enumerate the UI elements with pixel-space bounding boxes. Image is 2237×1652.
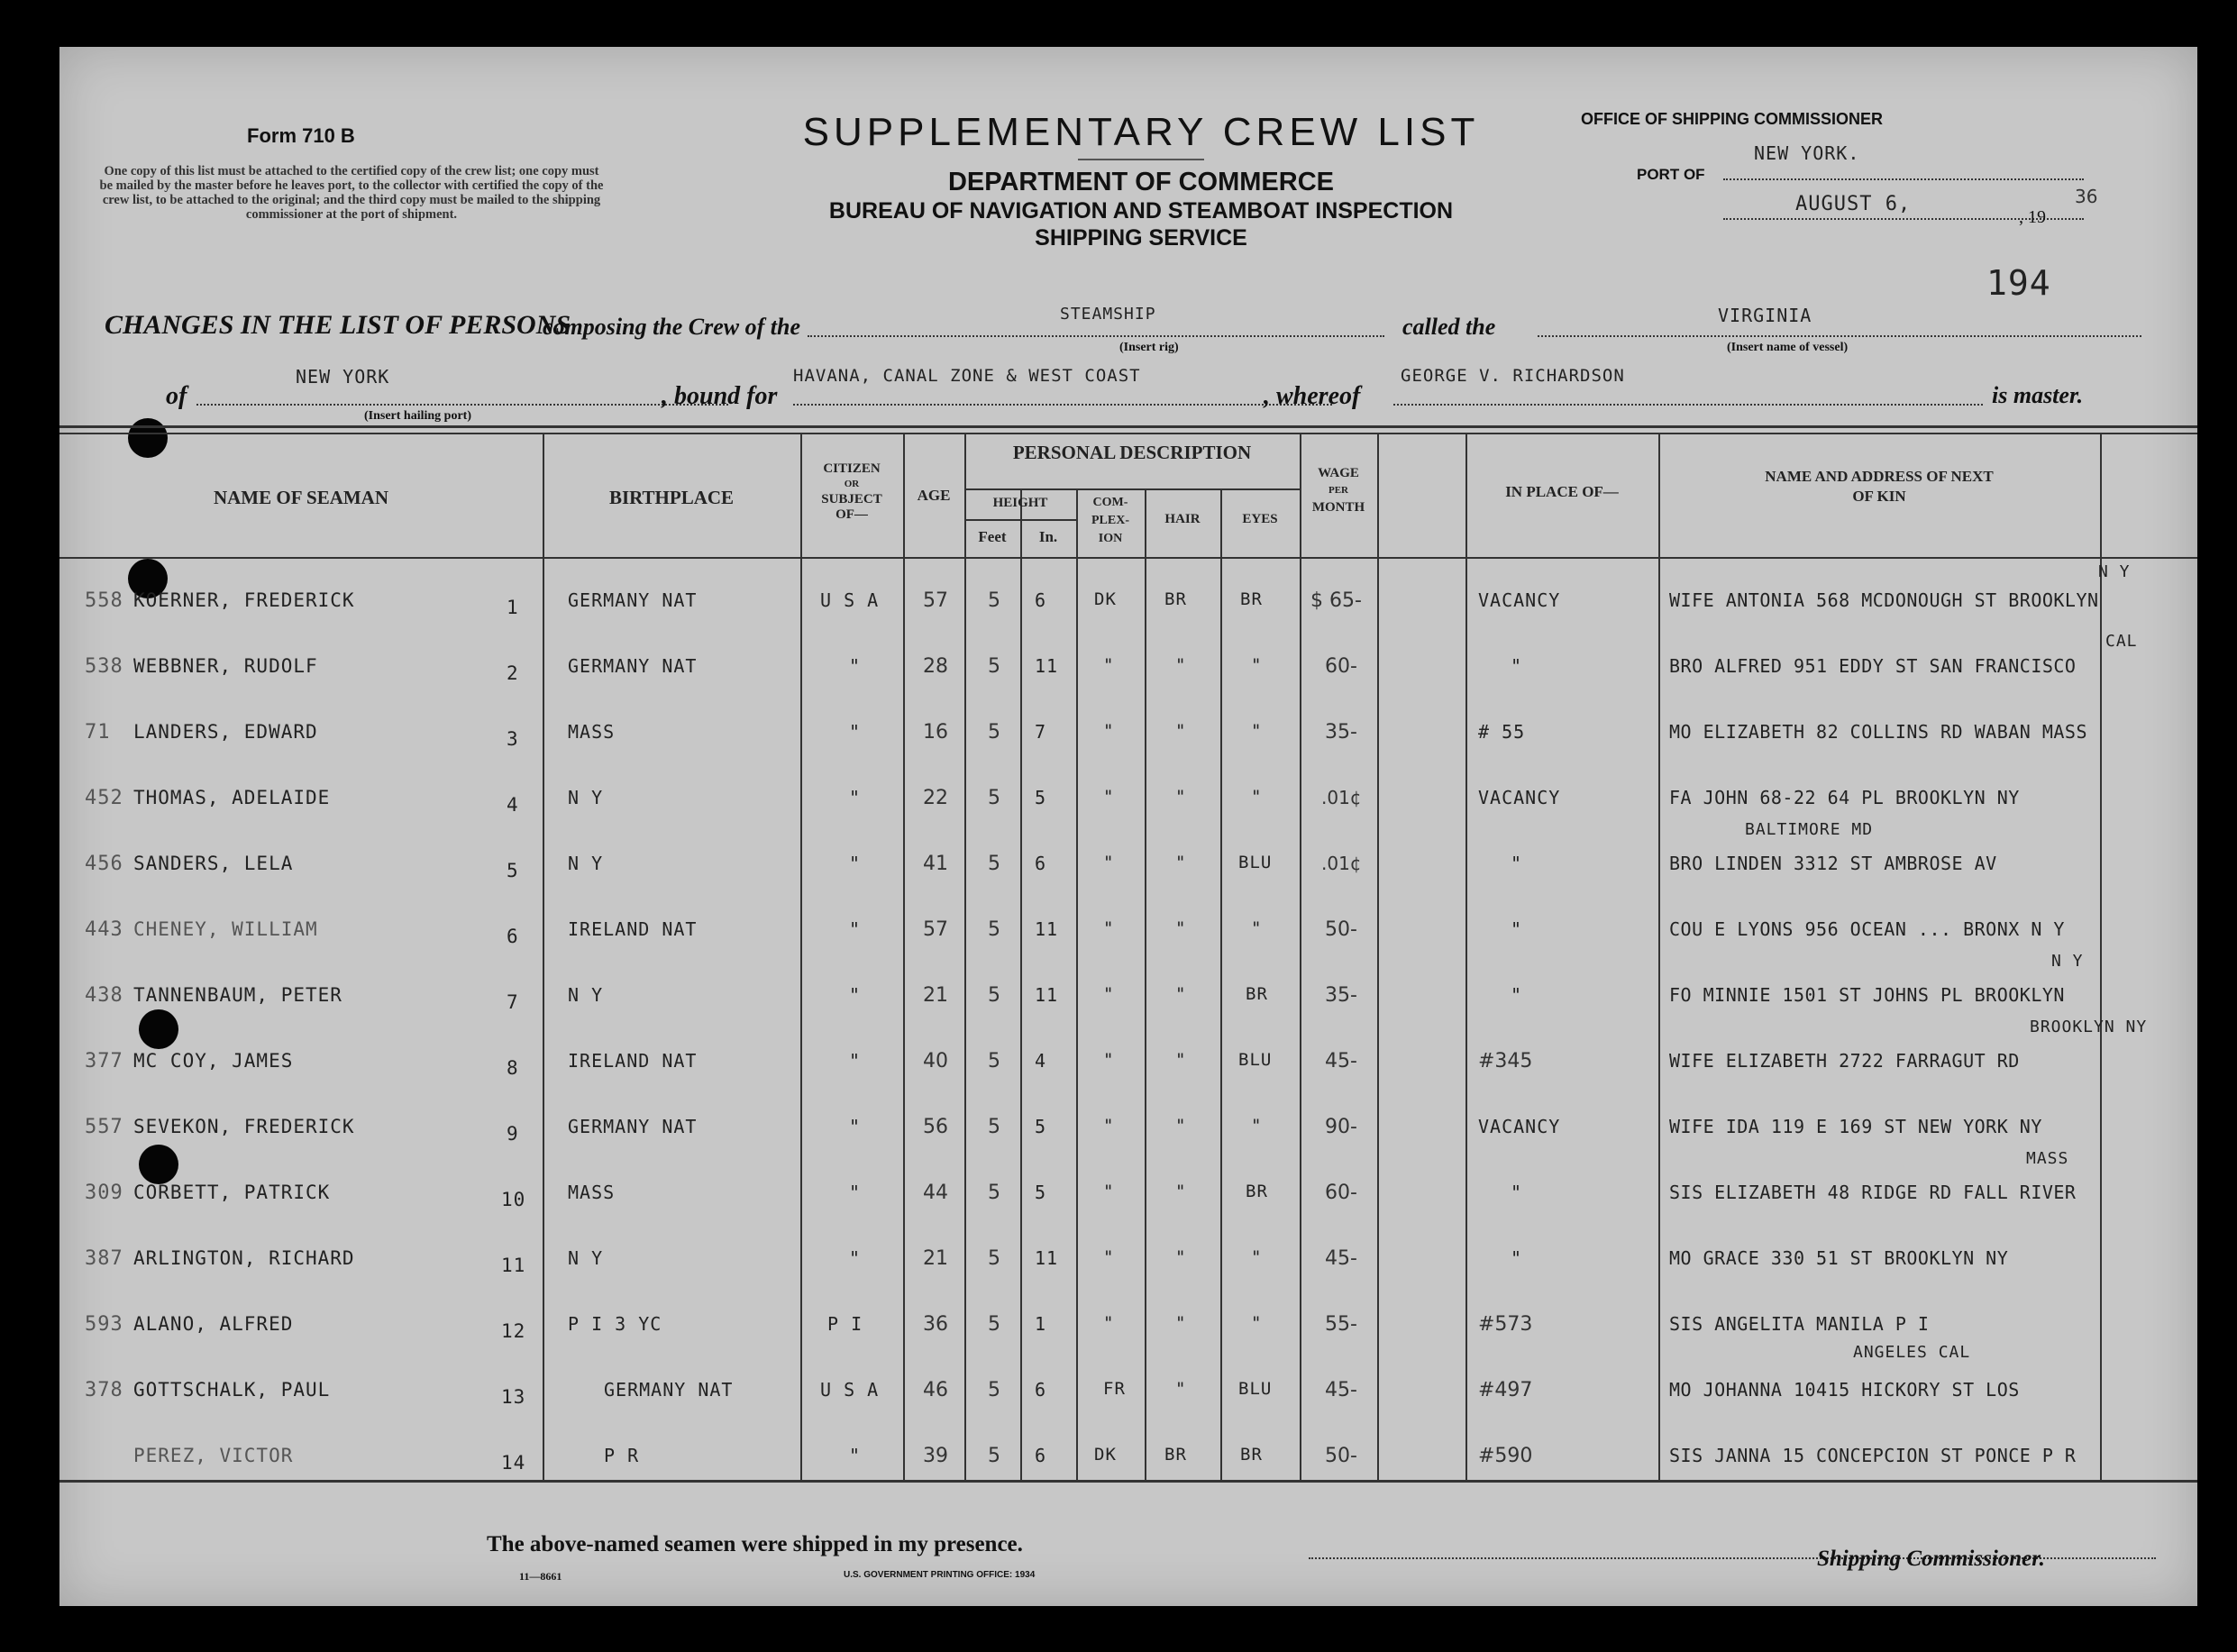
birthplace: GERMANY NAT [568, 1116, 698, 1137]
height-inches: 5 [1035, 1182, 1047, 1203]
margin-number: 443 [85, 918, 123, 941]
age: 21 [923, 1247, 948, 1270]
age: 36 [923, 1313, 948, 1336]
height-feet: 5 [988, 721, 1000, 744]
year-prefix: , 19 [2019, 207, 2046, 227]
height-inches: 5 [1035, 787, 1047, 808]
height-feet: 5 [988, 787, 1000, 809]
table-row [59, 820, 2197, 896]
margin-number: 71 [85, 721, 111, 744]
height-feet: 5 [988, 1313, 1000, 1336]
in-place-of: #497 [1478, 1379, 1533, 1401]
birthplace: IRELAND NAT [568, 918, 698, 940]
seaman-name: PEREZ, VICTOR [133, 1445, 294, 1466]
birthplace: N Y [568, 853, 604, 874]
eyes: BR [1240, 589, 1263, 609]
age: 22 [923, 787, 948, 809]
complexion: " [1103, 1247, 1115, 1267]
complexion: " [1103, 655, 1115, 675]
destination-value: HAVANA, CANAL ZONE & WEST COAST [793, 366, 1141, 386]
vessel-value: VIRGINIA [1718, 305, 1812, 326]
next-of-kin: FA JOHN 68-22 64 PL BROOKLYN NY [1669, 787, 2020, 808]
birthplace: MASS [568, 721, 616, 743]
row-number: 3 [507, 728, 519, 750]
in-place-of: VACANCY [1478, 1116, 1561, 1137]
in-place-of: #345 [1478, 1050, 1533, 1072]
margin-number: 557 [85, 1116, 123, 1138]
wage: 50- [1325, 1445, 1357, 1467]
form-code: 11—8661 [519, 1570, 562, 1583]
height-feet: 5 [988, 1116, 1000, 1138]
birthplace: N Y [568, 984, 604, 1006]
table-row [59, 1149, 2197, 1225]
height-inches: 11 [1035, 1247, 1059, 1269]
page-number: 194 [1986, 263, 2051, 303]
margin-number: 456 [85, 853, 123, 875]
seaman-name: MC COY, JAMES [133, 1050, 294, 1072]
seaman-name: SEVEKON, FREDERICK [133, 1116, 355, 1137]
year-suffix: 36 [2075, 186, 2098, 207]
citizenship: " [849, 918, 862, 940]
citizenship: " [849, 721, 862, 743]
eyes: " [1251, 721, 1263, 741]
age: 39 [923, 1445, 948, 1467]
seaman-name: TANNENBAUM, PETER [133, 984, 342, 1006]
header-birthplace: BIRTHPLACE [608, 487, 735, 508]
height-feet: 5 [988, 1182, 1000, 1204]
in-place-of: " [1511, 1182, 1523, 1203]
next-of-kin: WIFE ANTONIA 568 MCDONOUGH ST BROOKLYN [1669, 589, 2099, 611]
title-rule [1078, 159, 1204, 160]
next-of-kin: MO JOHANNA 10415 HICKORY ST LOS [1669, 1379, 2020, 1401]
margin-number: 438 [85, 984, 123, 1007]
seaman-name: THOMAS, ADELAIDE [133, 787, 331, 808]
rig-hint: (Insert rig) [1119, 341, 1179, 354]
next-of-kin: SIS ELIZABETH 48 RIDGE RD FALL RIVER [1669, 1182, 2077, 1203]
seaman-name: ALANO, ALFRED [133, 1313, 294, 1335]
height-inches: 6 [1035, 589, 1047, 611]
eyes: " [1251, 1313, 1263, 1333]
header-eyes: EYES [1242, 512, 1278, 526]
height-inches: 4 [1035, 1050, 1047, 1072]
hailing-port-value: NEW YORK [296, 366, 390, 388]
destination-line [793, 404, 1332, 406]
complexion: FR [1103, 1379, 1126, 1399]
row-number: 6 [507, 926, 519, 947]
complexion: " [1103, 1116, 1115, 1136]
rig-line [808, 335, 1384, 337]
table-header-rule [59, 557, 2197, 559]
next-of-kin: WIFE IDA 119 E 169 ST NEW YORK NY [1669, 1116, 2042, 1137]
punch-hole [128, 418, 168, 458]
composing-label: composing the Crew of the [543, 314, 801, 340]
table-top-rule-2 [59, 433, 2197, 434]
header-feet: Feet [978, 528, 1007, 545]
seaman-name: GOTTSCHALK, PAUL [133, 1379, 331, 1401]
service-heading: SHIPPING SERVICE [1035, 225, 1247, 251]
age: 21 [923, 984, 948, 1007]
complexion: " [1103, 721, 1115, 741]
table-row [59, 632, 2197, 698]
complexion: " [1103, 1313, 1115, 1333]
seaman-name: ARLINGTON, RICHARD [133, 1247, 355, 1269]
next-of-kin: MO GRACE 330 51 ST BROOKLYN NY [1669, 1247, 2009, 1269]
margin-number: 387 [85, 1247, 123, 1270]
next-of-kin: WIFE ELIZABETH 2722 FARRAGUT RD [1669, 1050, 2020, 1072]
citizenship: U S A [820, 589, 880, 611]
height-inches: 6 [1035, 1379, 1047, 1401]
next-of-kin-extra: MASS [2026, 1149, 2069, 1168]
height-feet: 5 [988, 1445, 1000, 1467]
height-feet: 5 [988, 1247, 1000, 1270]
margin-number: 378 [85, 1379, 123, 1401]
next-of-kin-extra: ANGELES CAL [1853, 1343, 1971, 1362]
eyes: " [1251, 787, 1263, 807]
header-citizen: CITIZEN OR SUBJECT OF— [821, 461, 882, 522]
seaman-name: LANDERS, EDWARD [133, 721, 318, 743]
hair: " [1175, 1379, 1187, 1399]
next-of-kin: BRO ALFRED 951 EDDY ST SAN FRANCISCO [1669, 655, 2077, 677]
next-of-kin: BRO LINDEN 3312 ST AMBROSE AV [1669, 853, 1997, 874]
height-feet: 5 [988, 918, 1000, 941]
hair: " [1175, 1116, 1187, 1136]
in-place-of: #573 [1478, 1313, 1533, 1336]
in-place-of: " [1511, 918, 1523, 940]
row-number: 11 [501, 1255, 526, 1276]
margin-number: 377 [85, 1050, 123, 1072]
port-value: NEW YORK. [1754, 142, 1860, 164]
next-of-kin-extra: BROOKLYN NY [2030, 1018, 2148, 1036]
hair: " [1175, 1313, 1187, 1333]
wage: $ 65- [1310, 589, 1362, 612]
hair: " [1175, 787, 1187, 807]
row-number: 13 [501, 1386, 526, 1408]
header-complexion: COM- PLEX- ION [1091, 496, 1129, 545]
wage: 60- [1325, 655, 1357, 678]
birthplace: IRELAND NAT [568, 1050, 698, 1072]
office-heading: OFFICE OF SHIPPING COMMISSIONER [1581, 110, 1884, 128]
in-place-of: " [1511, 655, 1523, 677]
birthplace: MASS [568, 1182, 616, 1203]
row-number: 12 [501, 1320, 526, 1342]
birthplace: P R [604, 1445, 640, 1466]
wage: 35- [1325, 721, 1357, 744]
citizenship: " [849, 1182, 862, 1203]
form-instructions: One copy of this list must be attached to the certified copy of the crew list; one copy must be mailed by the master before he leaves port, to the collector with certified the copy of the crew list, to be attached to the original; and the third copy must be mailed to the shipping commissioner at the port of shipment. [99, 164, 604, 222]
bureau-heading: BUREAU OF NAVIGATION AND STEAMBOAT INSPECTION [828, 198, 1454, 224]
row-number: 4 [507, 794, 519, 816]
header-age: AGE [917, 487, 951, 504]
age: 57 [923, 918, 948, 941]
header-name: NAME OF SEAMAN [213, 487, 389, 508]
eyes: BLU [1238, 853, 1273, 872]
document-title: SUPPLEMENTARY CREW LIST [802, 110, 1480, 154]
next-of-kin: SIS ANGELITA MANILA P I [1669, 1313, 1930, 1335]
row-number: 14 [501, 1452, 526, 1474]
row-number: 7 [507, 991, 519, 1013]
height-feet: 5 [988, 1050, 1000, 1072]
eyes: BR [1246, 1182, 1268, 1201]
birthplace: GERMANY NAT [568, 655, 698, 677]
citizenship: " [849, 1445, 862, 1466]
master-value: GEORGE V. RICHARDSON [1401, 366, 1625, 386]
header-next-of-kin: NAME AND ADDRESS OF NEXT OF KIN [1765, 468, 1994, 505]
hair: " [1175, 721, 1187, 741]
table-row [59, 899, 2197, 962]
next-of-kin-extra: CAL [2105, 632, 2138, 651]
margin-number: 558 [85, 589, 123, 612]
signature-label: Shipping Commissioner. [1817, 1547, 2045, 1571]
height-feet: 5 [988, 589, 1000, 612]
next-of-kin: COU E LYONS 956 OCEAN ... BRONX N Y [1669, 918, 2065, 940]
citizenship: " [849, 1116, 862, 1137]
shipped-statement: The above-named seamen were shipped in my presence. [487, 1532, 1023, 1556]
age: 57 [923, 589, 948, 612]
wage: 90- [1325, 1116, 1357, 1138]
row-number: 9 [507, 1123, 519, 1145]
eyes: " [1251, 1116, 1263, 1136]
wage: 35- [1325, 984, 1357, 1007]
table-row [59, 952, 2197, 1027]
age: 44 [923, 1182, 948, 1204]
citizenship: " [849, 787, 862, 808]
complexion: DK [1094, 589, 1117, 609]
port-line [1723, 178, 2084, 180]
height-inches: 1 [1035, 1313, 1047, 1335]
seaman-name: KOERNER, FREDERICK [133, 589, 355, 611]
citizenship: " [849, 1050, 862, 1072]
height-inches: 7 [1035, 721, 1047, 743]
department-heading: DEPARTMENT OF COMMERCE [947, 168, 1334, 196]
hair: " [1175, 1247, 1187, 1267]
birthplace: GERMANY NAT [604, 1379, 734, 1401]
next-of-kin-extra: N Y [2098, 562, 2131, 581]
table-top-rule [59, 425, 2197, 428]
wage: 55- [1325, 1313, 1357, 1336]
in-place-of: # 55 [1478, 721, 1526, 743]
next-of-kin-extra: N Y [2051, 952, 2084, 971]
age: 16 [923, 721, 948, 744]
hailing-line [196, 404, 728, 406]
hair: " [1175, 655, 1187, 675]
complexion: " [1103, 1050, 1115, 1070]
height-inches: 6 [1035, 853, 1047, 874]
called-label: called the [1402, 314, 1496, 340]
header-height: HEIGHT [992, 496, 1048, 510]
height-inches: 11 [1035, 984, 1059, 1006]
age: 46 [923, 1379, 948, 1401]
header-inches: In. [1038, 528, 1058, 545]
height-inches: 5 [1035, 1116, 1047, 1137]
table-row [59, 767, 2197, 830]
header-in-place-of: IN PLACE OF— [1505, 483, 1619, 500]
table-row [59, 1096, 2197, 1159]
birthplace: N Y [568, 1247, 604, 1269]
eyes: BLU [1238, 1050, 1273, 1070]
hair: " [1175, 853, 1187, 872]
citizenship: " [849, 984, 862, 1006]
date-value: AUGUST 6, [1795, 193, 1912, 215]
hair: BR [1164, 589, 1187, 609]
hair: " [1175, 984, 1187, 1004]
in-place-of: VACANCY [1478, 589, 1561, 611]
age: 40 [923, 1050, 948, 1072]
height-inches: 11 [1035, 918, 1059, 940]
in-place-of: #590 [1478, 1445, 1533, 1467]
form-number: Form 710 B [247, 124, 355, 147]
complexion: " [1103, 787, 1115, 807]
citizenship: U S A [820, 1379, 880, 1401]
table-row [59, 1343, 2197, 1422]
complexion: " [1103, 918, 1115, 938]
next-of-kin: MO ELIZABETH 82 COLLINS RD WABAN MASS [1669, 721, 2088, 743]
wage: .01¢ [1321, 787, 1362, 808]
rig-value: STEAMSHIP [1060, 305, 1156, 324]
birthplace: GERMANY NAT [568, 589, 698, 611]
citizenship: " [849, 1247, 862, 1269]
citizenship: " [849, 853, 862, 874]
row-number: 8 [507, 1057, 519, 1079]
hailing-hint: (Insert hailing port) [364, 409, 471, 423]
eyes: BR [1246, 984, 1268, 1004]
eyes: " [1251, 918, 1263, 938]
port-label: PORT OF [1637, 166, 1705, 183]
crew-list-document [59, 47, 2197, 1606]
wage: 45- [1325, 1379, 1357, 1401]
vessel-hint: (Insert name of vessel) [1727, 341, 1849, 354]
table-row [59, 701, 2197, 764]
row-number: 2 [507, 662, 519, 684]
table-row [59, 1228, 2197, 1291]
hair: " [1175, 1182, 1187, 1201]
eyes: BR [1240, 1445, 1263, 1465]
of-label: of [166, 382, 187, 410]
eyes: " [1251, 1247, 1263, 1267]
seaman-name: CHENEY, WILLIAM [133, 918, 318, 940]
row-number: 10 [501, 1189, 526, 1210]
in-place-of: " [1511, 1247, 1523, 1269]
citizenship: P I [827, 1313, 863, 1335]
master-line [1393, 404, 1983, 406]
table-row [59, 1425, 2197, 1488]
margin-number: 538 [85, 655, 123, 678]
seaman-name: CORBETT, PATRICK [133, 1182, 331, 1203]
next-of-kin-extra: BALTIMORE MD [1745, 820, 1874, 839]
table-row [59, 562, 2197, 633]
margin-number: 452 [85, 787, 123, 809]
eyes: " [1251, 655, 1263, 675]
wage: .01¢ [1321, 853, 1362, 874]
citizenship: " [849, 655, 862, 677]
whereof-label: , whereof [1264, 382, 1361, 410]
next-of-kin: FO MINNIE 1501 ST JOHNS PL BROOKLYN [1669, 984, 2065, 1006]
age: 28 [923, 655, 948, 678]
height-feet: 5 [988, 853, 1000, 875]
eyes: BLU [1238, 1379, 1273, 1399]
complexion: " [1103, 1182, 1115, 1201]
hair: " [1175, 1050, 1187, 1070]
table-row [59, 1018, 2197, 1093]
height-feet: 5 [988, 984, 1000, 1007]
birthplace: P I 3 YC [568, 1313, 662, 1335]
is-master-label: is master. [1992, 382, 2084, 408]
in-place-of: " [1511, 853, 1523, 874]
in-place-of: VACANCY [1478, 787, 1561, 808]
age: 56 [923, 1116, 948, 1138]
seaman-name: SANDERS, LELA [133, 853, 294, 874]
age: 41 [923, 853, 948, 875]
in-place-of: " [1511, 984, 1523, 1006]
wage: 45- [1325, 1247, 1357, 1270]
margin-number: 309 [85, 1182, 123, 1204]
complexion: DK [1094, 1445, 1117, 1465]
margin-number: 593 [85, 1313, 123, 1336]
height-inches: 6 [1035, 1445, 1047, 1466]
complexion: " [1103, 984, 1115, 1004]
height-rule [964, 519, 1076, 521]
birthplace: N Y [568, 787, 604, 808]
printer-imprint: U.S. GOVERNMENT PRINTING OFFICE: 1934 [844, 1570, 1036, 1580]
header-wage: WAGE PER MONTH [1311, 466, 1365, 515]
wage: 50- [1325, 918, 1357, 941]
wage: 45- [1325, 1050, 1357, 1072]
height-inches: 11 [1035, 655, 1059, 677]
changes-lead: CHANGES IN THE LIST OF PERSONS [105, 310, 571, 340]
row-number: 1 [507, 597, 519, 618]
vessel-line [1538, 335, 2141, 337]
header-hair: HAIR [1164, 512, 1201, 526]
next-of-kin: SIS JANNA 15 CONCEPCION ST PONCE P R [1669, 1445, 2077, 1466]
row-number: 5 [507, 860, 519, 881]
bound-label: , bound for [662, 382, 778, 410]
hair: BR [1164, 1445, 1187, 1465]
wage: 60- [1325, 1182, 1357, 1204]
hair: " [1175, 918, 1187, 938]
height-feet: 5 [988, 655, 1000, 678]
personal-rule [964, 488, 1300, 490]
complexion: " [1103, 853, 1115, 872]
height-feet: 5 [988, 1379, 1000, 1401]
seaman-name: WEBBNER, RUDOLF [133, 655, 318, 677]
header-personal-description: PERSONAL DESCRIPTION [1012, 442, 1252, 463]
